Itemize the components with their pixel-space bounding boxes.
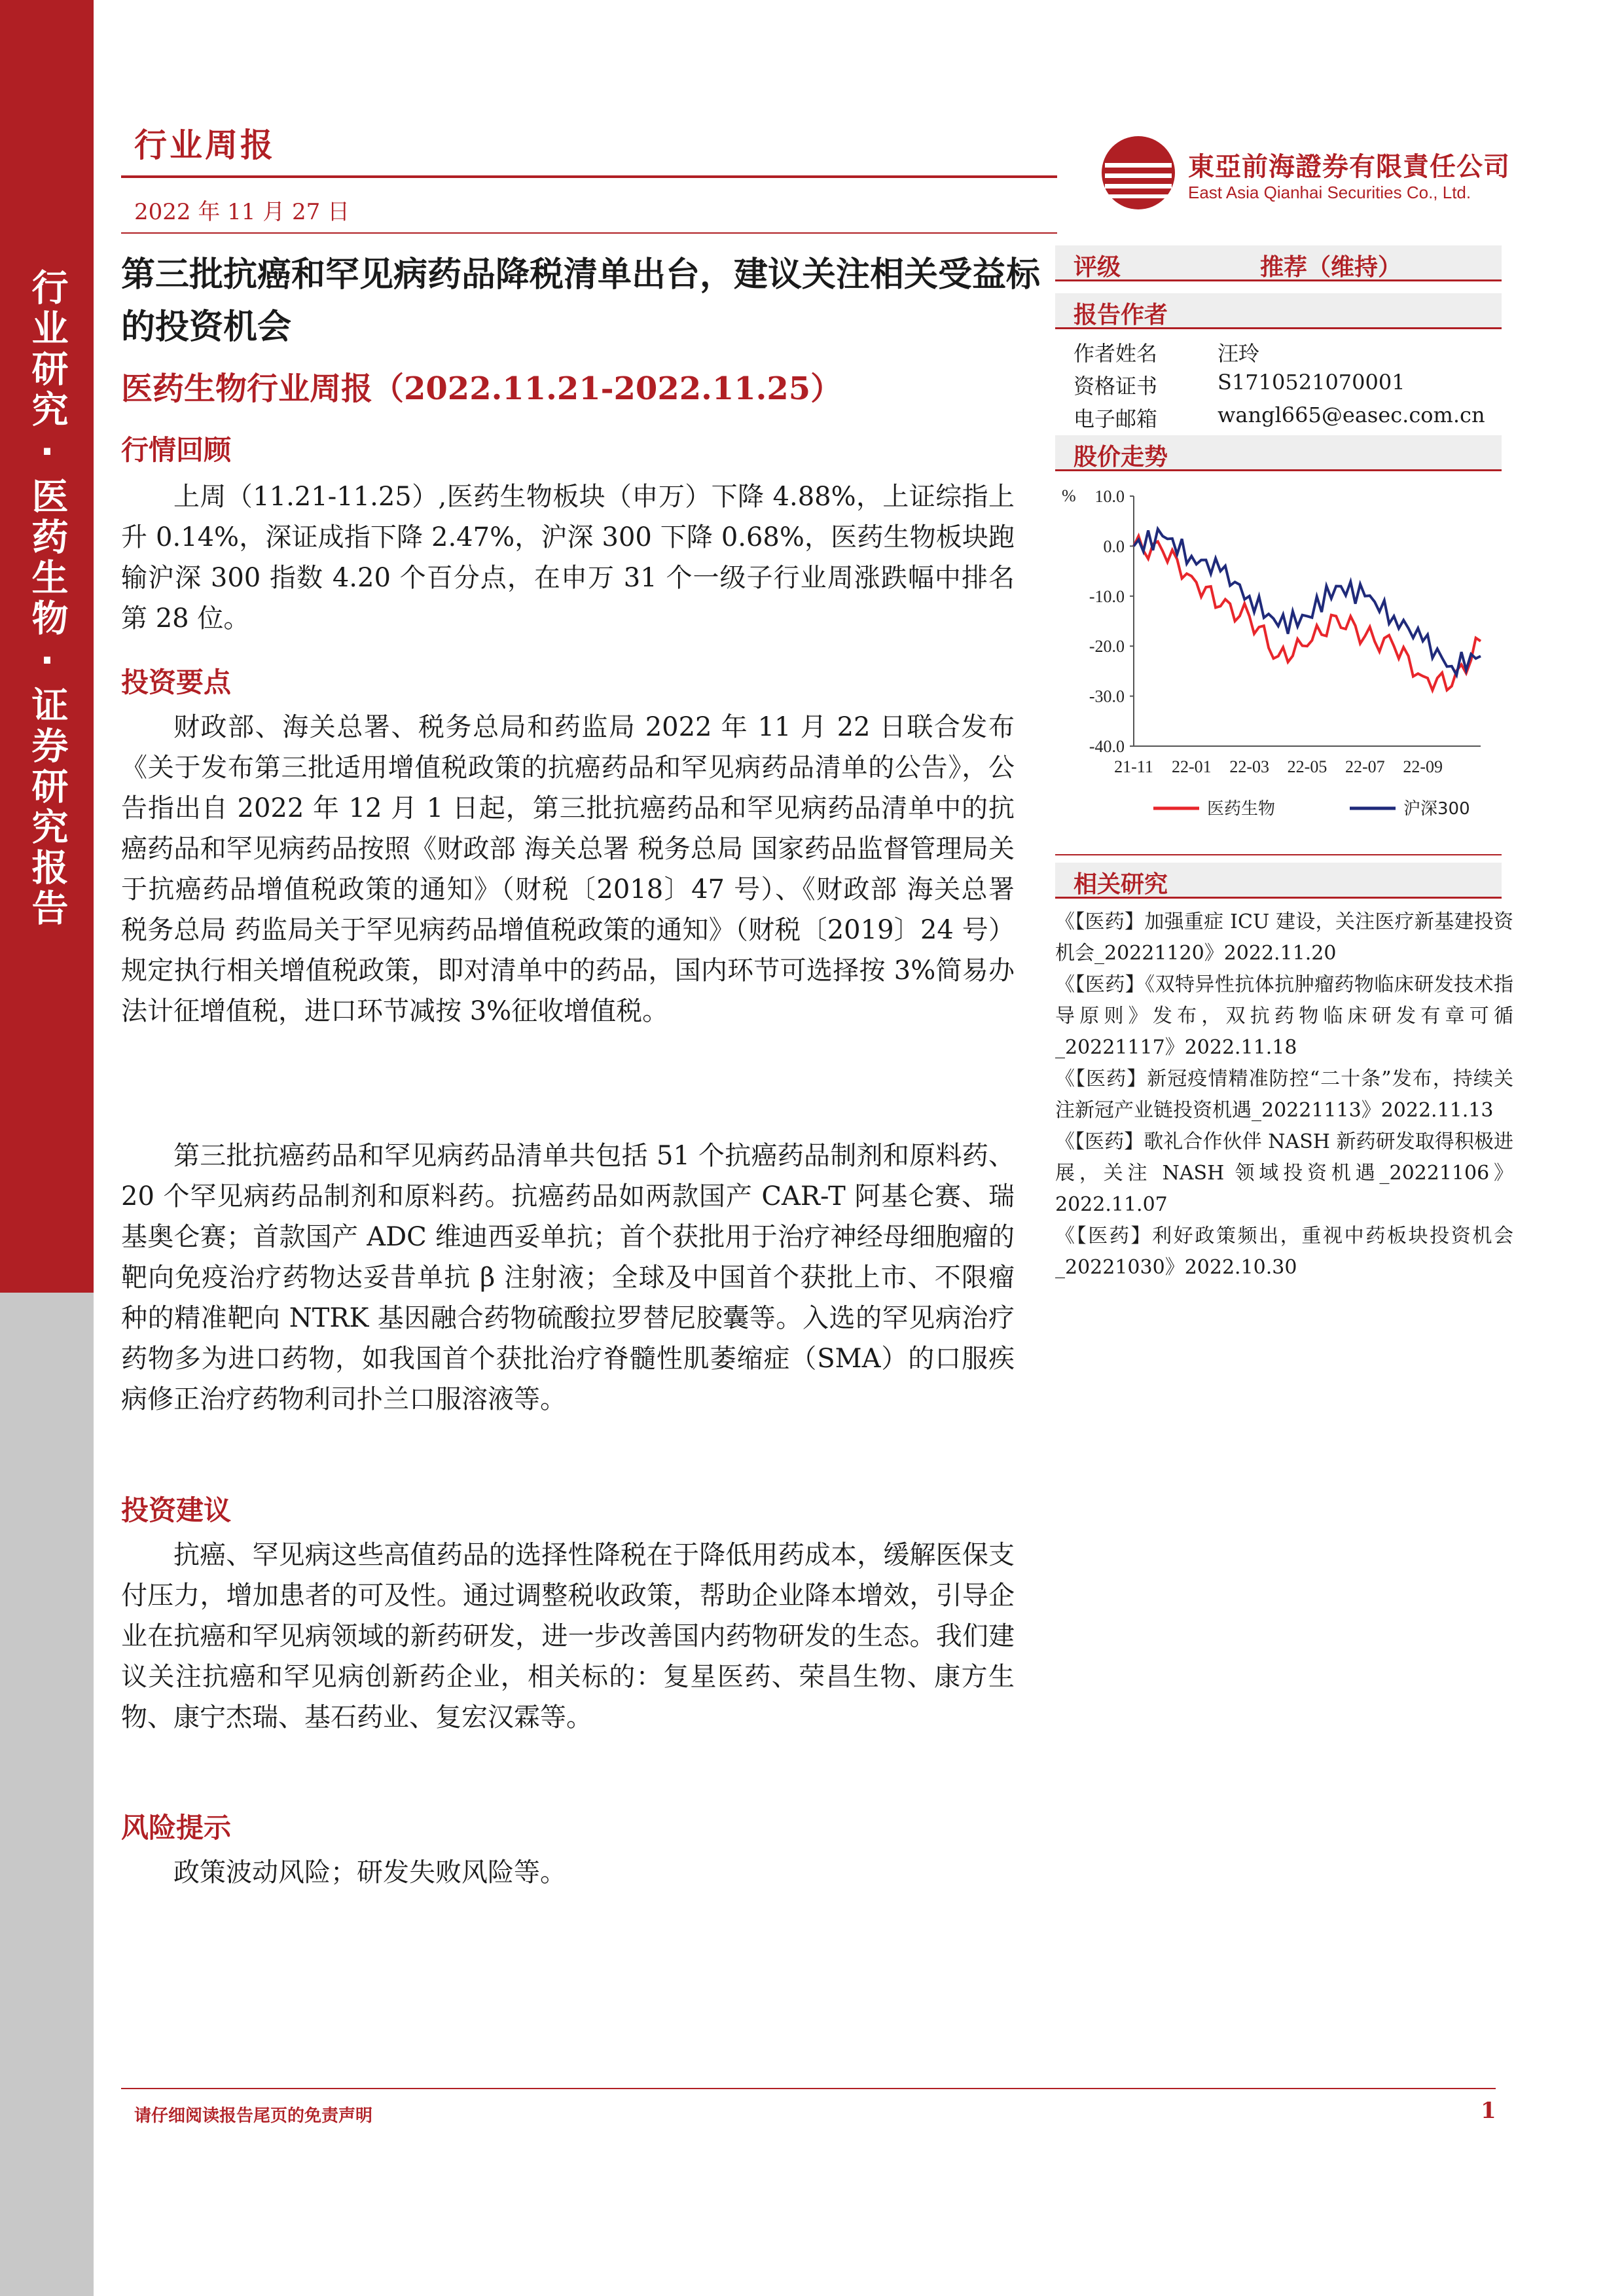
report-date: 2022 年 11 月 27 日 bbox=[134, 199, 350, 225]
chart-heading: 股价走势 bbox=[1074, 444, 1168, 471]
disclaimer-note: 请仔细阅读报告尾页的免责声明 bbox=[134, 2106, 373, 2126]
author-key: 作者姓名 bbox=[1074, 341, 1158, 366]
report-subtitle: 医药生物行业周报（2022.11.21-2022.11.25） bbox=[121, 370, 842, 407]
author-name: 汪玲 bbox=[1218, 341, 1260, 366]
author-cert: S1710521070001 bbox=[1218, 370, 1405, 395]
related-item[interactable]: 《【医药】加强重症 ICU 建设，关注医疗新基建投资机会_20221120》2022.11.20 bbox=[1055, 910, 1513, 965]
divider bbox=[1055, 854, 1502, 855]
rating-value: 推荐（维持） bbox=[1260, 254, 1402, 281]
footer-divider bbox=[121, 2088, 1496, 2089]
page-number: 1 bbox=[1481, 2098, 1496, 2124]
author-email[interactable]: wangl665@easec.com.cn bbox=[1218, 403, 1485, 427]
section-heading: 行情回顾 bbox=[121, 434, 232, 466]
sidebar-label: 行业研究·医药生物·证券研究报告 bbox=[26, 268, 69, 929]
y-tick-label: -30.0 bbox=[1089, 687, 1125, 706]
x-tick-label: 22-07 bbox=[1344, 757, 1385, 776]
related-list bbox=[1055, 906, 1513, 1283]
logo-cn: 東亞前海證券有限責任公司 bbox=[1188, 152, 1510, 182]
section-heading: 风险提示 bbox=[121, 1812, 232, 1844]
related-item[interactable]: 《【医药】利好政策频出，重视中药板块投资机会_20221030》2022.10.30 bbox=[1055, 1225, 1513, 1279]
legend-label: 沪深300 bbox=[1403, 799, 1470, 819]
series-line bbox=[1134, 529, 1481, 675]
x-tick-label: 22-01 bbox=[1171, 757, 1212, 776]
related-item[interactable]: 《【医药】新冠疫情精准防控“二十条”发布，持续关注新冠产业链投资机遇_20221113》2022.11.13 bbox=[1055, 1067, 1513, 1122]
report-title: 第三批抗癌和罕见病药品降税清单出台，建议关注相关受益标的投资机会 bbox=[121, 255, 1041, 347]
sidebar-band-lower bbox=[0, 1293, 94, 2296]
paragraph: 上周（11.21-11.25）,医药生物板块（申万）下降 4.88%，上证综指上升 0.14%，深证成指下降 2.47%，沪深 300 下降 0.68%，医药生物板块跑输沪深 300 指数 4.20 个百分点，在申万 31 个一级子行业周涨跌幅中排名第 28 位。 bbox=[121, 482, 1015, 634]
report-type: 行业周报 bbox=[134, 126, 276, 164]
rating-label: 评级 bbox=[1074, 254, 1121, 281]
section-heading: 投资要点 bbox=[121, 666, 232, 698]
related-heading: 相关研究 bbox=[1074, 871, 1168, 898]
divider bbox=[121, 232, 1057, 234]
x-tick-label: 22-03 bbox=[1229, 757, 1270, 776]
author-key: 电子邮箱 bbox=[1074, 406, 1158, 431]
y-tick-label: 10.0 bbox=[1094, 487, 1125, 506]
y-tick-label: -10.0 bbox=[1089, 586, 1125, 606]
paragraph: 政策波动风险；研发失败风险等。 bbox=[173, 1857, 566, 1888]
company-logo bbox=[1100, 134, 1519, 219]
y-axis-label: % bbox=[1062, 486, 1076, 505]
y-tick-label: -40.0 bbox=[1089, 737, 1125, 756]
related-item[interactable]: 《【医药】《双特异性抗体抗肿瘤药物临床研发技术指导原则》发布，双抗药物临床研发有章可循_20221117》2022.11.18 bbox=[1055, 973, 1513, 1059]
stock-price-chart bbox=[1055, 478, 1502, 844]
legend-label: 医药生物 bbox=[1207, 799, 1276, 819]
x-tick-label: 22-09 bbox=[1403, 757, 1443, 776]
x-tick-label: 22-05 bbox=[1287, 757, 1327, 776]
y-tick-label: -20.0 bbox=[1089, 637, 1125, 656]
author-key: 资格证书 bbox=[1074, 374, 1158, 399]
logo-icon bbox=[1100, 134, 1177, 211]
paragraph: 抗癌、罕见病这些高值药品的选择性降税在于降低用药成本，缓解医保支付压力，增加患者的可及性。通过调整税收政策，帮助企业降本增效，引导企业在抗癌和罕见病领域的新药研发，进一步改善国内药物研发的生态。我们建议关注抗癌和罕见病创新药企业，相关标的：复星医药、荣昌生物、康方生物、康宁杰瑞、基石药业、复宏汉霖等。 bbox=[121, 1540, 1015, 1732]
y-tick-label: 0.0 bbox=[1103, 537, 1125, 556]
author-heading: 报告作者 bbox=[1074, 302, 1168, 329]
divider bbox=[121, 175, 1057, 178]
logo-en: East Asia Qianhai Securities Co., Ltd. bbox=[1188, 183, 1471, 202]
paragraph: 第三批抗癌药品和罕见病药品清单共包括 51 个抗癌药品制剂和原料药、20 个罕见病药品制剂和原料药。抗癌药品如两款国产 CAR-T 阿基仑赛、瑞基奥仑赛；首款国产 ADC 维迪西妥单抗；首个获批用于治疗神经母细胞瘤的靶向免疫治疗药物达妥昔单抗 β 注射液；全球及中国首个获批上市、不限瘤种的精准靶向 NTRK 基因融合药物硫酸拉罗替尼胶囊等。入选的罕见病治疗药物多为进口药物，如我国首个获批治疗脊髓性肌萎缩症（SMA）的口服疾病修正治疗药物利司扑兰口服溶液等。 bbox=[121, 1141, 1015, 1414]
paragraph: 财政部、海关总署、税务总局和药监局 2022 年 11 月 22 日联合发布《关于发布第三批适用增值税政策的抗癌药品和罕见病药品清单的公告》，公告指出自 2022 年 12 月 1 日起，第三批抗癌药品和罕见病药品清单中的抗癌药品和罕见病药品按照《财政部 海关总署 税务总局 国家药品监督管理局关于抗癌药品增值税政策的通知》（财税〔2018〕47 号）、《财政部 海关总署 税务总局 药监局关于罕见病药品增值税政策的通知》（财税〔2019〕24 号）规定执行相关增值税政策，即对清单中的药品，国内环节可选择按 3%简易办法计征增值税，进口环节减按 3%征收增值税。 bbox=[121, 712, 1015, 1026]
section-heading: 投资建议 bbox=[121, 1494, 232, 1526]
x-tick-label: 21-11 bbox=[1114, 757, 1153, 776]
related-item[interactable]: 《【医药】歌礼合作伙伴 NASH 新药研发取得积极进展，关注 NASH 领域投资机遇_20221106》2022.11.07 bbox=[1055, 1130, 1513, 1216]
